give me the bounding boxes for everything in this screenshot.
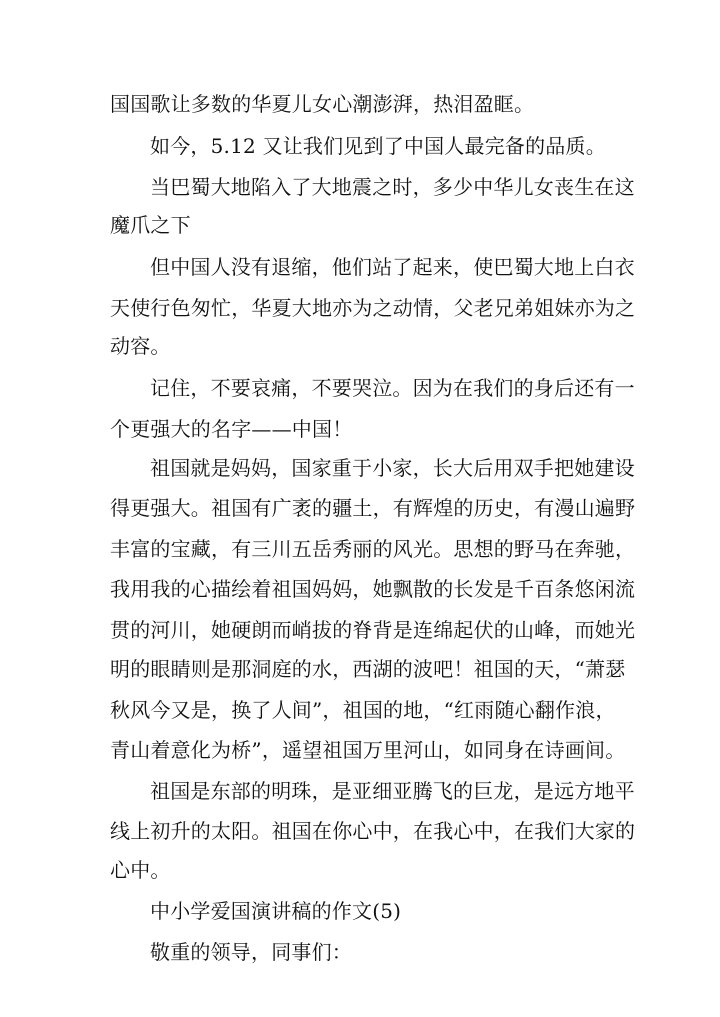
text-line-13: 我用我的心描绘着祖国妈妈，她飘散的长发是千百条悠闲流	[110, 577, 636, 601]
text-line-20: 心中。	[110, 858, 171, 882]
text-line-18: 祖国是东部的明珠，是亚细亚腾飞的巨龙，是远方地平	[150, 779, 635, 803]
text-line-14: 贯的河川，她硬朗而峭拔的脊背是连绵起伏的山峰，而她光	[110, 618, 636, 642]
text-line-7: 动容。	[110, 334, 171, 358]
text-line-3: 当巴蜀大地陷入了大地震之时，多少中华儿女丧生在这	[150, 175, 635, 199]
text-line-19: 线上初升的太阳。祖国在你心中，在我心中，在我们大家的	[110, 819, 636, 843]
text-line-8: 记住，不要哀痛，不要哭泣。因为在我们的身后还有一	[150, 376, 635, 400]
text-line-2: 如今，5.12 又让我们见到了中国人最完备的品质。	[150, 134, 606, 158]
text-line-4: 魔爪之下	[110, 213, 191, 237]
text-line-5: 但中国人没有退缩，他们站了起来，使巴蜀大地上白衣	[150, 255, 635, 279]
salutation-line: 敬重的领导，同事们：	[150, 940, 352, 964]
text-line-16: 秋风今又是，换了人间”，祖国的地，“红雨随心翻作浪，	[110, 698, 616, 722]
text-line-11: 得更强大。祖国有广袤的疆土，有辉煌的历史，有漫山遍野	[110, 496, 636, 520]
section-heading: 中小学爱国演讲稿的作文(5)	[150, 899, 402, 923]
text-line-12: 丰富的宝藏，有三川五岳秀丽的风光。思想的野马在奔驰，	[110, 537, 636, 561]
text-line-15: 明的眼睛则是那洞庭的水，西湖的波吧！祖国的天，“萧瑟	[110, 657, 626, 681]
text-line-9: 个更强大的名字——中国！	[110, 417, 353, 441]
text-line-10: 祖国就是妈妈，国家重于小家，长大后用双手把她建设	[150, 456, 635, 480]
text-line-17: 青山着意化为桥”，遥望祖国万里河山，如同身在诗画间。	[110, 738, 626, 762]
text-line-1: 国国歌让多数的华夏儿女心潮澎湃，热泪盈眶。	[110, 92, 535, 116]
text-line-6: 天使行色匆忙，华夏大地亦为之动情，父老兄弟姐妹亦为之	[110, 296, 636, 320]
